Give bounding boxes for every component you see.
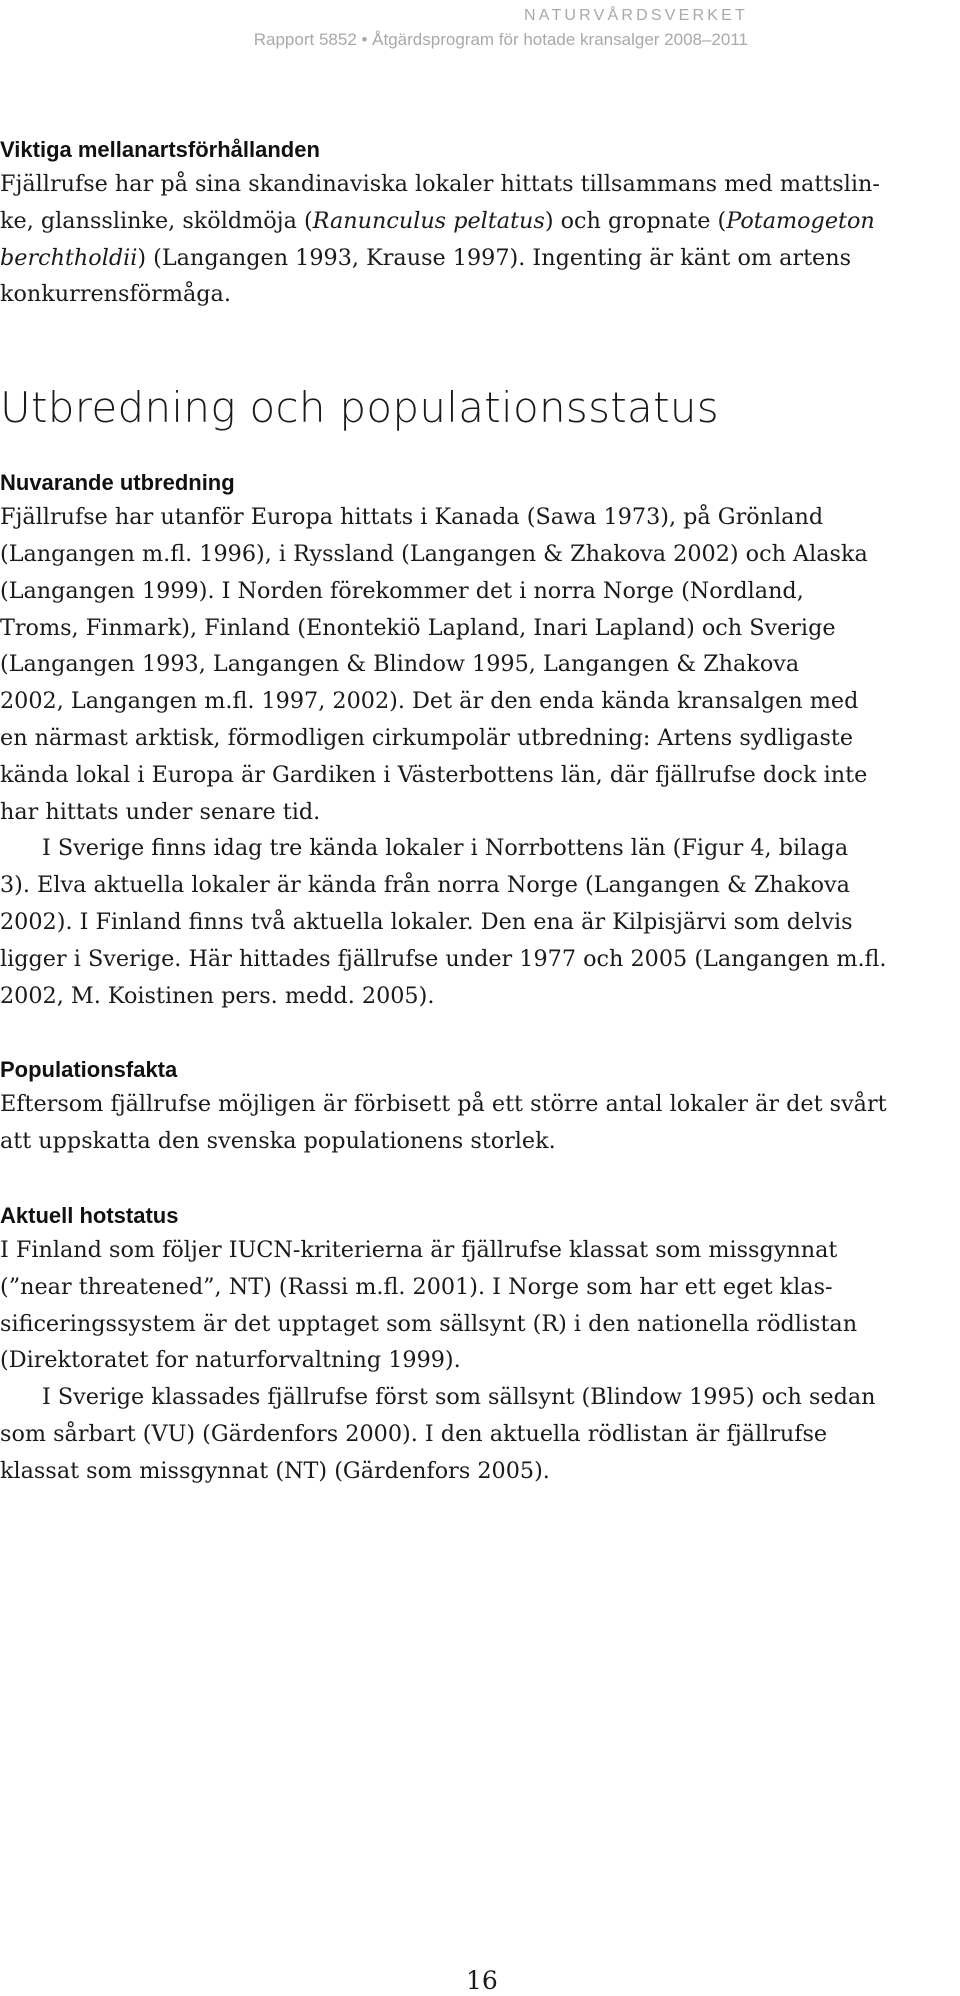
species-name-ranunculus: Ranunculus peltatus xyxy=(312,207,545,234)
text-line: Troms, Finmark), Finland (Enontekiö Lapland, Inari Lapland) och Sverige xyxy=(0,614,836,641)
text-line xyxy=(0,203,960,240)
text-line: klassat som missgynnat (NT) (Gärdenfors 2005). xyxy=(0,1457,550,1484)
text-line: Fjällrufse har på sina skandinaviska lokaler hittats tillsammans med mattslin- xyxy=(0,171,880,197)
heading-current-distribution: Nuvarande utbredning xyxy=(0,470,235,496)
section-interactions xyxy=(0,134,960,313)
text-line: I Sverige klassades fjällrufse först som sällsynt (Blindow 1995) och sedan xyxy=(42,1384,876,1411)
section-population-facts xyxy=(0,1054,960,1160)
text-line: 2002). I Finland finns två aktuella lokaler. Den ena är Kilpisjärvi som delvis xyxy=(0,908,853,935)
text-line: 3). Elva aktuella lokaler är kända från norra Norge (Langangen & Zhakova xyxy=(0,872,850,899)
text-line: konkurrensförmåga. xyxy=(0,281,231,308)
text-line: har hittats under senare tid. xyxy=(0,798,321,825)
page-content xyxy=(0,134,960,1490)
heading-interactions: Viktiga mellanartsförhållanden xyxy=(0,137,320,162)
section-threat-status xyxy=(0,1200,960,1490)
species-name-potamogeton: Potamogeton xyxy=(726,207,875,234)
heading-population-facts: Populationsfakta xyxy=(0,1057,178,1083)
text-line: Eftersom fjällrufse möjligen är förbisett på ett större antal lokaler är det svårt xyxy=(0,1091,887,1118)
text-line: (Langangen m.fl. 1996), i Ryssland (Langangen & Zhakova 2002) och Alaska xyxy=(0,540,868,567)
page-number: 16 xyxy=(466,1966,498,1995)
page-header xyxy=(254,6,748,51)
header-organization: NATURVÅRDSVERKET xyxy=(524,7,748,24)
text-line: (Langangen 1993, Langangen & Blindow 1995, Langangen & Zhakova xyxy=(0,651,800,678)
text-line: I Finland som följer IUCN-kriterierna är fjällrufse klassat som missgynnat xyxy=(0,1236,838,1263)
text-line: 2002, M. Koistinen pers. medd. 2005). xyxy=(0,982,435,1009)
text-line: sificeringssystem är det upptaget som sällsynt (R) i den nationella rödlistan xyxy=(0,1310,858,1337)
header-report-title: Rapport 5852 • Åtgärdsprogram för hotade kransalger 2008–2011 xyxy=(253,30,748,49)
text-line: (Direktoratet for naturforvaltning 1999). xyxy=(0,1347,461,1374)
text-line: (”near threatened”, NT) (Rassi m.fl. 2001). I Norge som har ett eget klas- xyxy=(0,1273,833,1300)
text-run: ) (Langangen 1993, Krause 1997). Ingenting är känt om artens xyxy=(137,244,852,271)
heading-threat-status: Aktuell hotstatus xyxy=(0,1202,179,1228)
text-line xyxy=(0,240,960,277)
text-run: ke, glansslinke, sköldmöja ( xyxy=(0,207,313,234)
text-run: ) och gropnate ( xyxy=(544,207,727,234)
text-line: som sårbart (VU) (Gärdenfors 2000). I den aktuella rödlistan är fjällrufse xyxy=(0,1420,828,1447)
text-line: (Langangen 1999). I Norden förekommer det i norra Norge (Nordland, xyxy=(0,577,804,604)
section-current-distribution xyxy=(0,467,960,1014)
text-line: att uppskatta den svenska populationens storlek. xyxy=(0,1128,556,1155)
section-title-distribution: Utbredning och populationsstatus xyxy=(0,383,719,433)
text-line: I Sverige finns idag tre kända lokaler i Norrbottens län (Figur 4, bilaga xyxy=(42,835,849,862)
text-line: kända lokal i Europa är Gardiken i Västerbottens län, där fjällrufse dock inte xyxy=(0,761,868,788)
text-line: ligger i Sverige. Här hittades fjällrufse under 1977 och 2005 (Langangen m.fl. xyxy=(0,945,887,972)
species-name-berchtholdii: berchtholdii xyxy=(0,244,138,271)
text-line: Fjällrufse har utanför Europa hittats i Kanada (Sawa 1973), på Grönland xyxy=(0,504,824,531)
text-line: 2002, Langangen m.fl. 1997, 2002). Det är den enda kända kransalgen med xyxy=(0,688,859,715)
text-line: en närmast arktisk, förmodligen cirkumpolär utbredning: Artens sydligaste xyxy=(0,724,854,751)
